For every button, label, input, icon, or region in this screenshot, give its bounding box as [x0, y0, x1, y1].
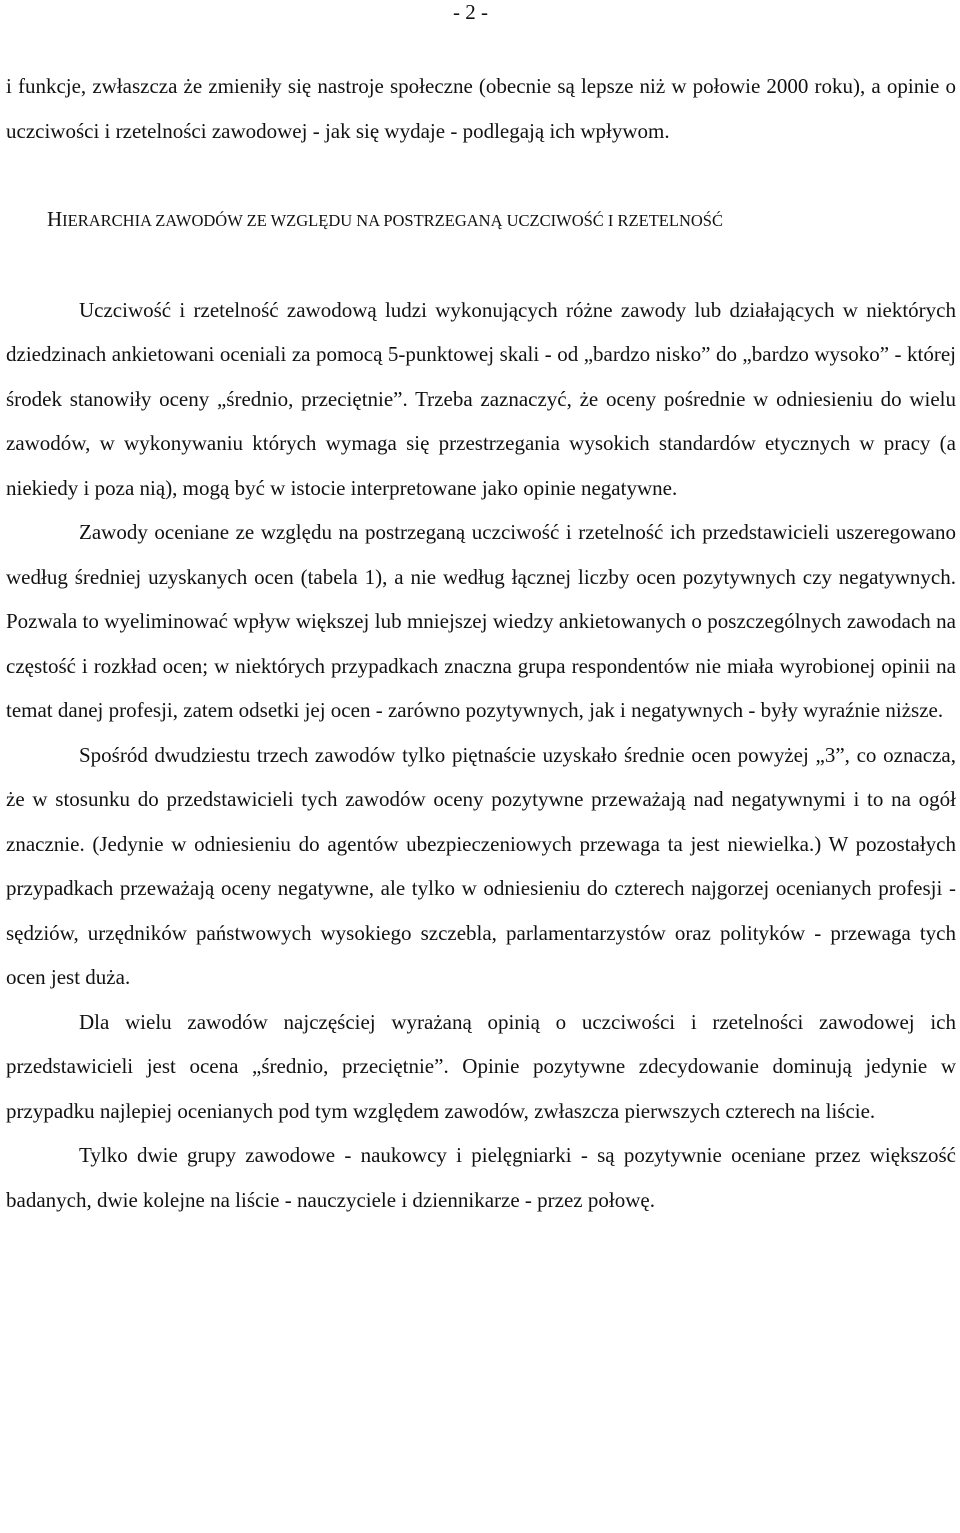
- section-heading: [6, 197, 956, 244]
- paragraph-average-opinion: Dla wielu zawodów najczęściej wyrażaną opinią o uczciwości i rzetelności zawodowej ich przedstawicieli jest ocena „średnio, przeciętnie”. Opinie pozytywne zdecydowanie dominują jedynie w przypadku najlepiej ocenianych pod tym względem zawodów, zwłaszcza pierwszych czterech na liście.: [6, 1009, 956, 1123]
- paragraph-scale-description: Uczciwość i rzetelność zawodową ludzi wykonujących różne zawody lub działających w niektórych dziedzinach ankietowani oceniali za pomocą 5-punktowej skali - od „bardzo nisko” do „bardzo wysoko” - której środek stanowiły oceny „średnio, przeciętnie”. Trzeba zaznaczyć, że oceny pośrednie w odniesieniu do wielu zawodów, w wykonywaniu których wymaga się przestrzegania wysokich standardów etycznych w pracy (a niekiedy i poza nią), mogą być w istocie interpretowane jako opinie negatywne.: [6, 297, 956, 500]
- paragraph-ranking-method: Zawody oceniane ze względu na postrzeganą uczciwość i rzetelność ich przedstawicieli uszeregowano według średniej uzyskanych ocen (tabela 1), a nie według łącznej liczby ocen pozytywnych czy negatywnych. Pozwala to wyeliminować wpływ większej lub mniejszej wiedzy ankietowanych o poszczególnych zawodach na częstość i rozkład ocen; w niektórych przypadkach znaczna grupa respondentów nie miała wyrobionej opinii na temat danej profesji, zatem odsetki jej ocen - zarówno pozytywnych, jak i negatywnych - były wyraźnie niższe.: [6, 520, 956, 722]
- document-body: [6, 64, 956, 1222]
- section-heading-text: IERARCHIA ZAWODÓW ZE WZGLĘDU NA POSTRZEGANĄ UCZCIWOŚĆ I RZETELNOŚĆ: [62, 211, 723, 230]
- paragraph-majority-positive: Tylko dwie grupy zawodowe - naukowcy i pielęgniarki - są pozytywnie oceniane przez większość badanych, dwie kolejne na liście - nauczyciele i dziennikarze - przez połowę.: [6, 1143, 956, 1212]
- page-number: - 2 -: [453, 0, 488, 24]
- section-heading-initial: H: [47, 207, 63, 231]
- paragraph-positive-averages: Spośród dwudziestu trzech zawodów tylko piętnaście uzyskało średnie ocen powyżej „3”, co oznacza, że w stosunku do przedstawicieli tych zawodów oceny pozytywne przeważają nad negatywnymi i to na ogół znacznie. (Jedynie w odniesieniu do agentów ubezpieczeniowych przewaga ta jest niewielka.) W pozostałych przypadkach przeważają oceny negatywne, ale tylko w odniesieniu do czterech najgorzej ocenianych profesji - sędziów, urzędników państwowych wysokiego szczebla, parlamentarzystów oraz polityków - przewaga tych ocen jest duża.: [6, 742, 956, 989]
- intro-paragraph: i funkcje, zwłaszcza że zmieniły się nastroje społeczne (obecnie są lepsze niż w połowie 2000 roku), a opinie o uczciwości i rzetelności zawodowej - jak się wydaje - podlegają ich wpływom.: [6, 74, 956, 143]
